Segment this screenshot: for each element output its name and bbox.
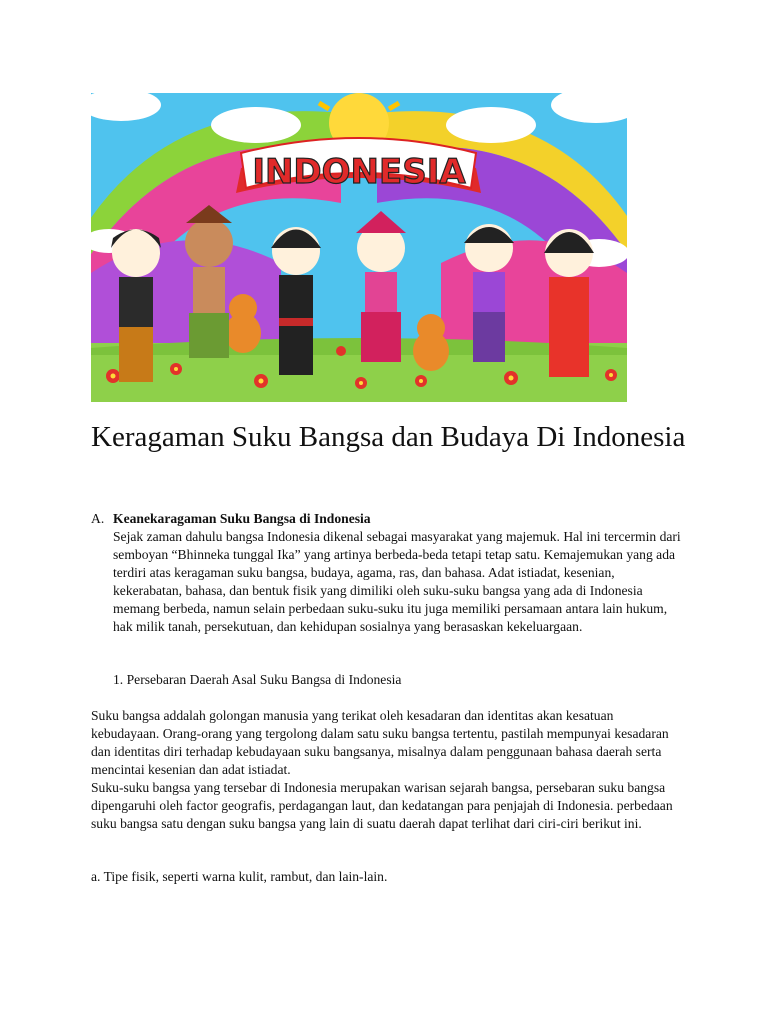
hero-illustration <box>91 93 627 402</box>
page-title: Keragaman Suku Bangsa dan Budaya Di Indonesia <box>91 421 686 453</box>
subsection-1-heading: 1. Persebaran Daerah Asal Suku Bangsa di Indonesia <box>113 672 402 687</box>
section-a-body: Sejak zaman dahulu bangsa Indonesia dikenal sebagai masyarakat yang majemuk. Hal ini tercermin dari semboyan “Bhinneka tunggal Ika” yang artinya berbeda-beda tetapi tetap satu. Kemajemukan yang ada terdiri atas keragaman suku bangsa, budaya, agama, ras, dan bahasa. Adat istiadat, kesenian, kekerabatan, bahasa, dan bentuk fisik yang dimiliki oleh suku-suku bangsa yang ada di Indonesia memang berbeda, namun selain perbedaan suku-suku itu juga memiliki persamaan antara lain hukum, hak milik tanah, persekutuan, dan kehidupan sosialnya yang berasaskan kekeluargaan. <box>113 529 681 634</box>
section-a-heading: Keanekaragaman Suku Bangsa di Indonesia <box>113 511 371 526</box>
paragraph-1: Suku bangsa addalah golongan manusia yang terikat oleh kesadaran dan identitas akan kesatuan kebudayaan. Orang-orang yang tergolong dalam satu suku bangsa tertentu, pastilah mempunyai kesadaran dan identitas diri terhadap kebudayaan suku bangsanya, misalnya dalam penggunaan bahasa daerah serta mencintai kesenian dan adat istiadat. <box>91 708 669 777</box>
section-a-marker: A. <box>91 511 105 526</box>
list-item-a: a. Tipe fisik, seperti warna kulit, rambut, dan lain-lain. <box>91 869 388 884</box>
paragraph-2: Suku-suku bangsa yang tersebar di Indonesia merupakan warisan sejarah bangsa, persebaran suku bangsa dipengaruhi oleh factor geografis, perdagangan laut, dan kedatangan para penjajah di Indonesia. perbedaan suku bangsa satu dengan suku bangsa yang lain di suatu daerah dapat terlihat dari ciri-ciri berikut ini. <box>91 780 673 831</box>
banner-text: INDONESIA <box>252 152 466 192</box>
